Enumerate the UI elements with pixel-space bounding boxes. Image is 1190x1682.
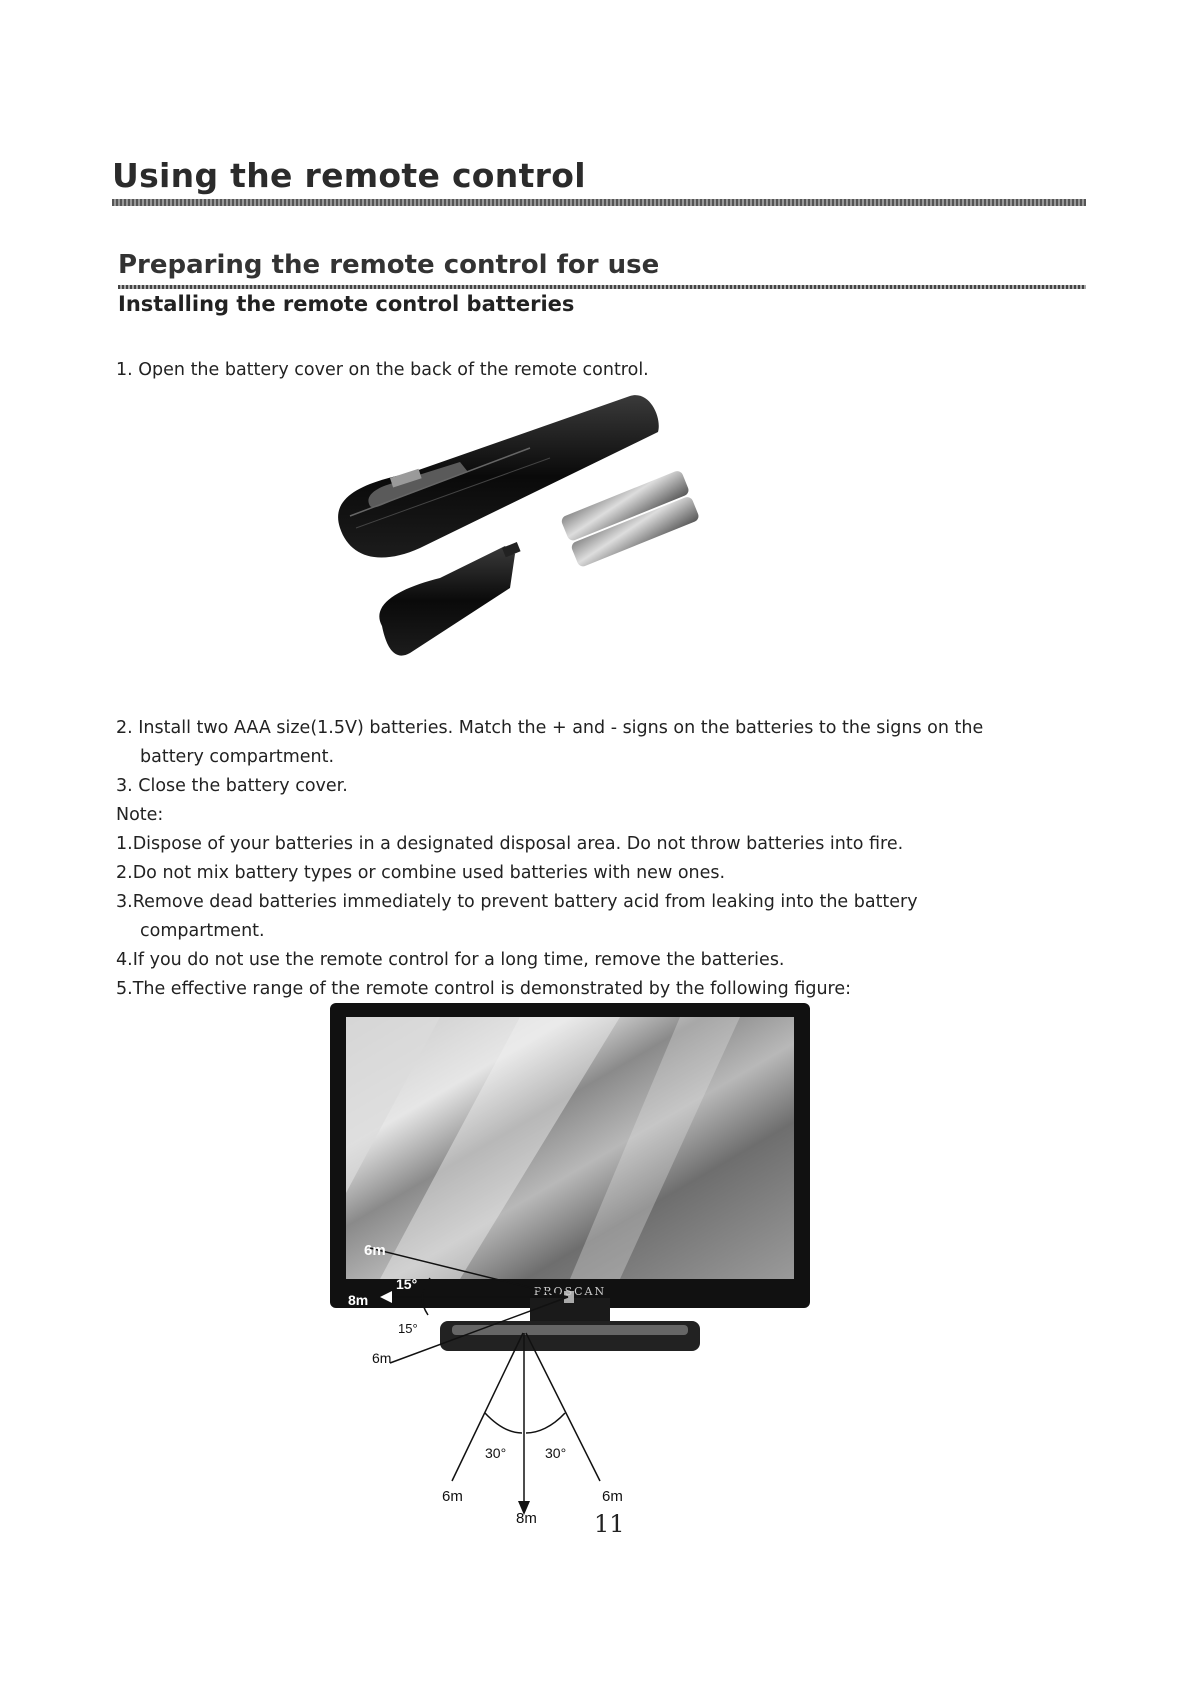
note-2: 2.Do not mix battery types or combine used batteries with new ones. (116, 863, 726, 883)
step-3: 3. Close the battery cover. (116, 776, 348, 796)
page-title: Using the remote control (112, 156, 586, 195)
title-divider (112, 199, 1086, 206)
remote-battery-illustration (330, 388, 750, 698)
front-right-distance: 6m (602, 1488, 623, 1505)
note-4: 4.If you do not use the remote control for a long time, remove the batteries. (116, 950, 785, 970)
tv-image (330, 1003, 810, 1351)
subsection-title: Installing the remote control batteries (118, 292, 575, 316)
remote-range-figure (320, 1003, 820, 1523)
side-bottom-distance: 6m (372, 1350, 392, 1366)
note-3: 3.Remove dead batteries immediately to prevent battery acid from leaking into the battery (116, 892, 918, 912)
front-left-angle: 30° (485, 1445, 507, 1461)
step-1: 1. Open the battery cover on the back of the remote control. (116, 360, 649, 380)
battery-cover-image (379, 542, 520, 656)
note-label: Note: (116, 805, 164, 825)
side-top-angle: 15° (396, 1276, 418, 1292)
front-left-distance: 6m (442, 1488, 463, 1505)
section-divider (118, 285, 1086, 289)
front-range-lines (452, 1333, 600, 1508)
side-bottom-angle: 15° (398, 1321, 418, 1336)
page-number: 11 (594, 1510, 625, 1538)
front-center-distance: 8m (516, 1510, 537, 1523)
section-title: Preparing the remote control for use (118, 250, 660, 280)
front-right-angle: 30° (545, 1445, 567, 1461)
step-2: 2. Install two AAA size(1.5V) batteries. Match the + and - signs on the batteries to the signs on the (116, 718, 984, 738)
step-2-continued: battery compartment. (140, 747, 335, 767)
note-1: 1.Dispose of your batteries in a designated disposal area. Do not throw batteries into fire. (116, 834, 904, 854)
side-center-distance: 8m (348, 1292, 369, 1308)
note-3-continued: compartment. (140, 921, 265, 941)
note-5: 5.The effective range of the remote control is demonstrated by the following figure: (116, 979, 852, 999)
tv-brand-label: PROSCAN (533, 1285, 607, 1298)
side-top-distance: 6m (364, 1242, 386, 1259)
batteries-image (560, 469, 700, 568)
